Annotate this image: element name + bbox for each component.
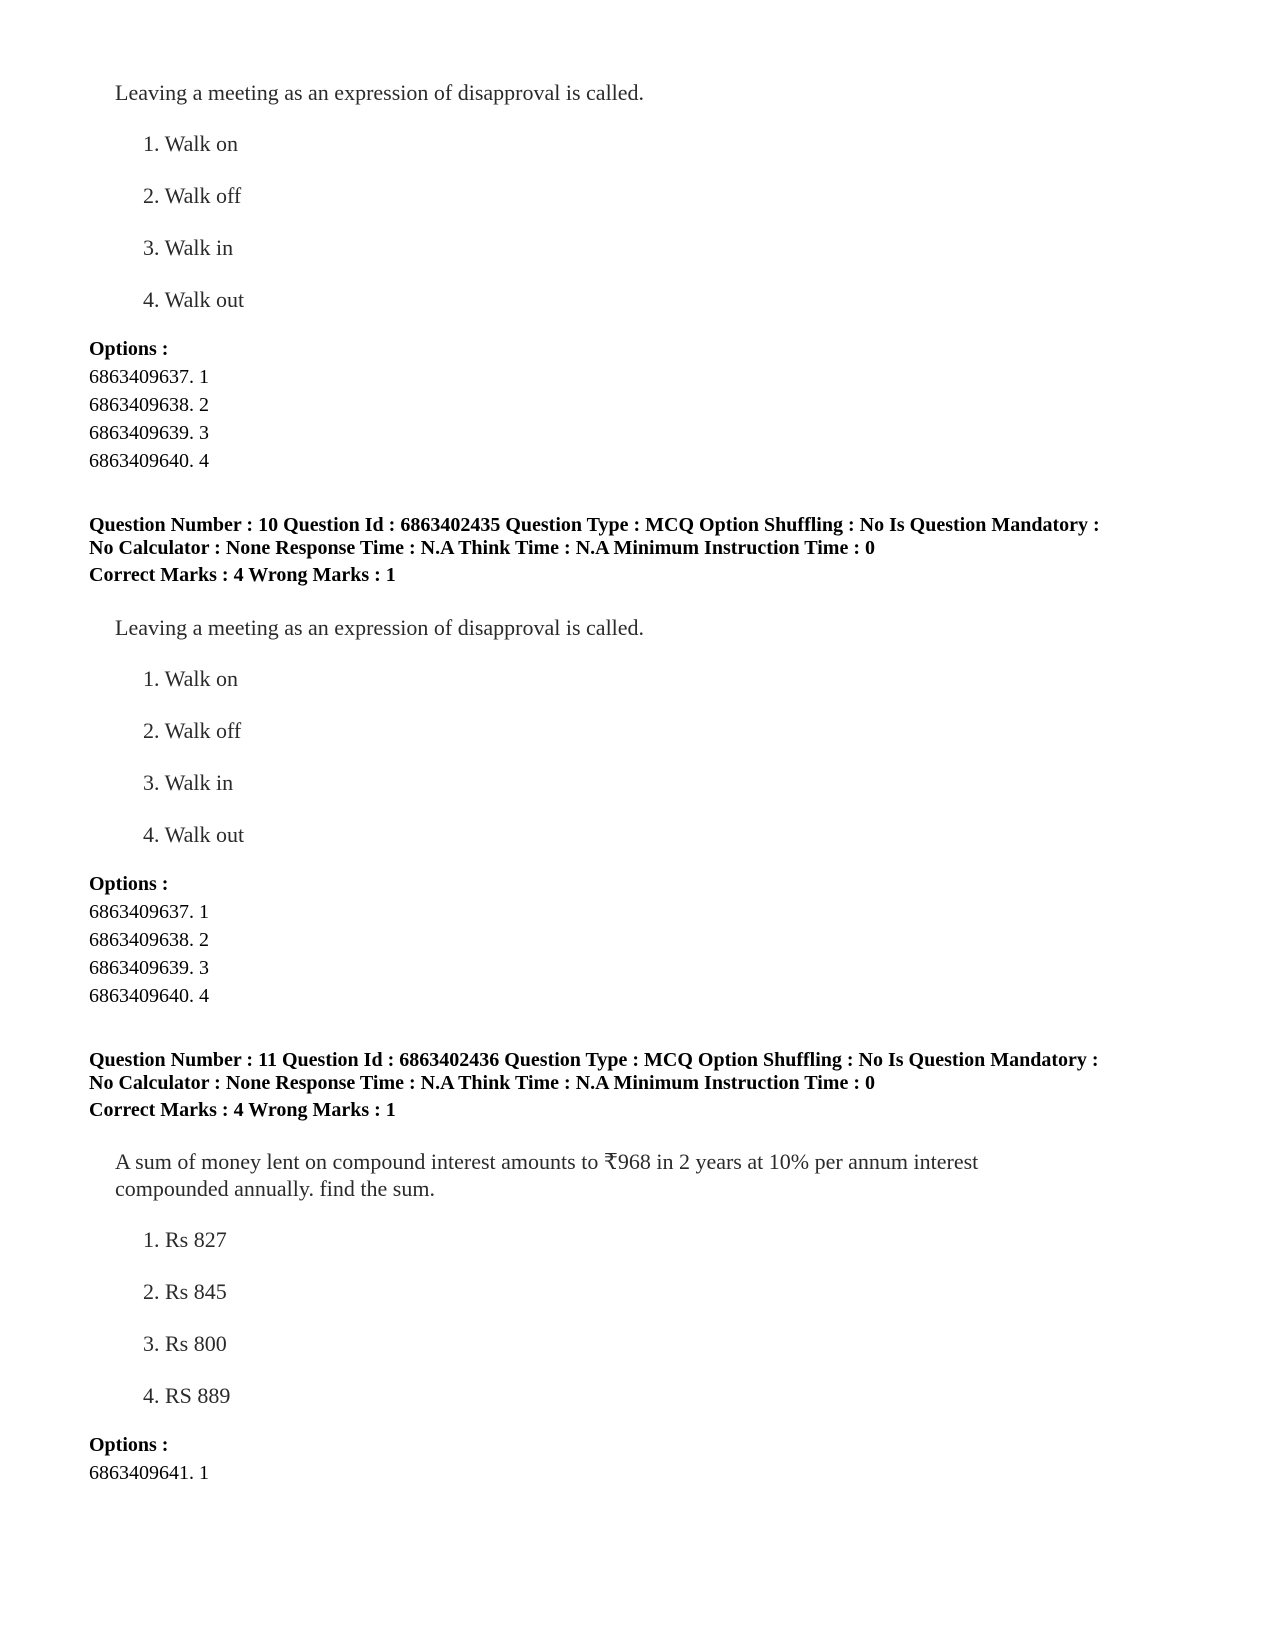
choice-item: 4. Walk out [143,822,245,847]
question-text: A sum of money lent on compound interest amounts to ₹968 in 2 years at 10% per annum interest [115,1149,979,1174]
option-id-line: 6863409640. 4 [89,985,209,1007]
question-text: Leaving a meeting as an expression of disapproval is called. [115,80,645,105]
choice-item: 3. Walk in [143,770,234,795]
question-text: Leaving a meeting as an expression of disapproval is called. [115,615,645,640]
choice-item: 1. Rs 827 [143,1227,227,1252]
option-id-line: 6863409638. 2 [89,929,209,951]
question-meta-line: Question Number : 10 Question Id : 6863402435 Question Type : MCQ Option Shuffling : No Is Question Mandatory : [89,514,1100,536]
option-id-line: 6863409640. 4 [89,450,209,472]
question-meta-line: Question Number : 11 Question Id : 6863402436 Question Type : MCQ Option Shuffling : No Is Question Mandatory : [89,1049,1099,1071]
choice-item: 3. Walk in [143,235,234,260]
choice-item: 3. Rs 800 [143,1331,227,1356]
option-id-line: 6863409637. 1 [89,901,209,923]
choice-item: 4. RS 889 [143,1383,231,1408]
options-label: Options : [89,873,169,895]
choice-item: 2. Rs 845 [143,1279,227,1304]
marks-line: Correct Marks : 4 Wrong Marks : 1 [89,1099,396,1121]
option-id-line: 6863409637. 1 [89,366,209,388]
option-id-line: 6863409641. 1 [89,1462,209,1484]
marks-line: Correct Marks : 4 Wrong Marks : 1 [89,564,396,586]
options-label: Options : [89,1434,169,1456]
option-id-line: 6863409638. 2 [89,394,209,416]
option-id-line: 6863409639. 3 [89,422,209,444]
option-id-line: 6863409639. 3 [89,957,209,979]
question-meta-line: No Calculator : None Response Time : N.A Think Time : N.A Minimum Instruction Time : 0 [89,1072,875,1094]
choice-item: 1. Walk on [143,131,238,156]
question-meta-line: No Calculator : None Response Time : N.A Think Time : N.A Minimum Instruction Time : 0 [89,537,875,559]
choice-item: 1. Walk on [143,666,238,691]
choice-item: 4. Walk out [143,287,245,312]
question-text: compounded annually. find the sum. [115,1176,435,1201]
choice-item: 2. Walk off [143,183,242,208]
options-label: Options : [89,338,169,360]
choice-item: 2. Walk off [143,718,242,743]
